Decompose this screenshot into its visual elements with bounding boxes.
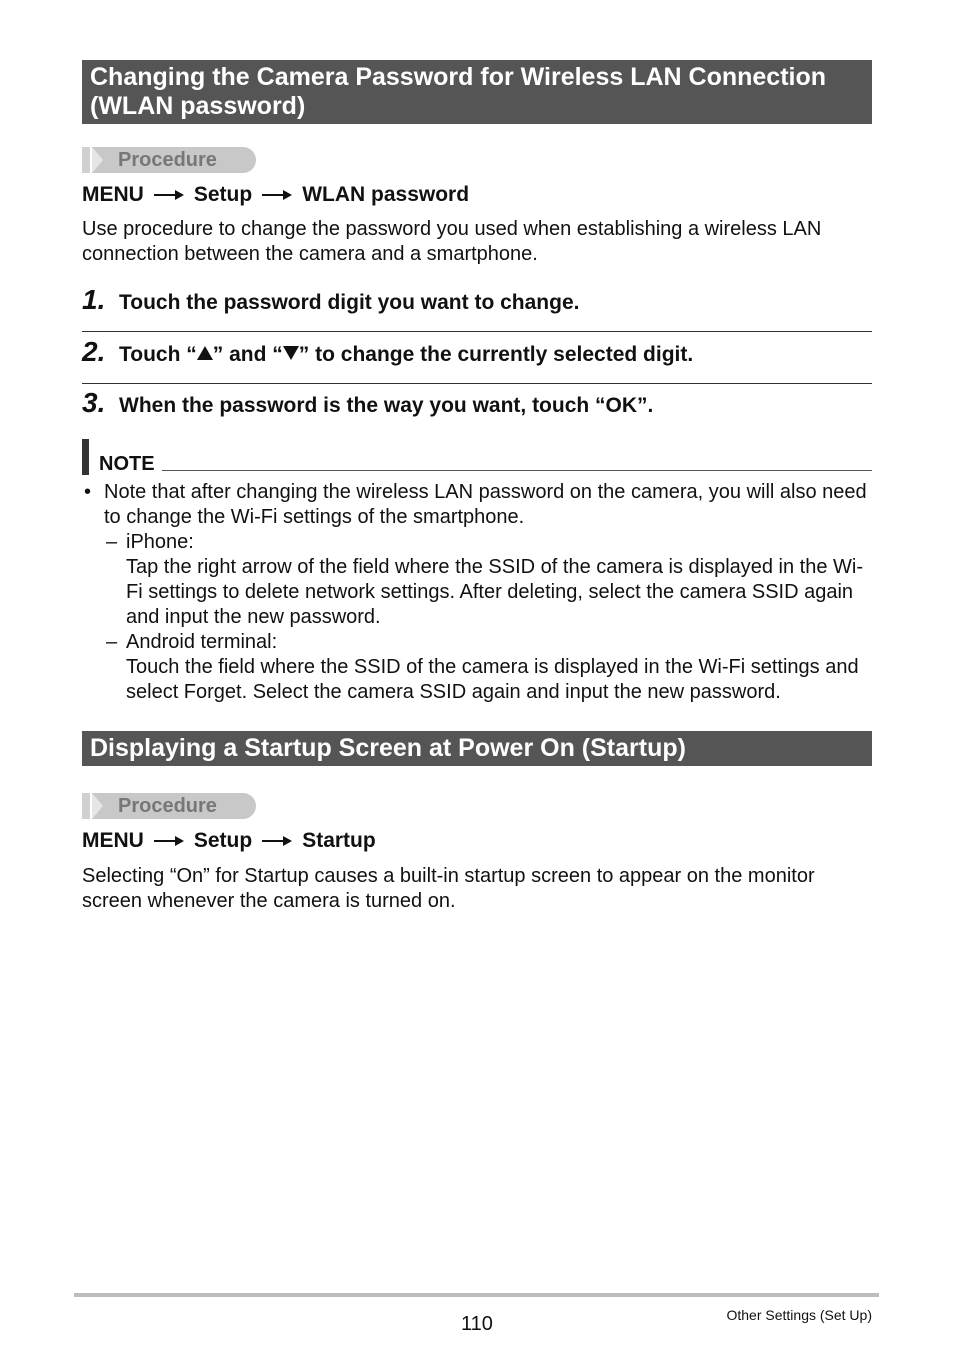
page-number: 110 — [461, 1313, 493, 1335]
bullet-text: Note that after changing the wireless LAN password on the camera, you will also need to change the Wi-Fi settings of the smartphone. — [104, 481, 867, 528]
note-divider — [162, 470, 872, 471]
note-sub-item-iphone — [104, 530, 872, 630]
dash-mark: – — [106, 631, 118, 653]
bullet-mark: • — [84, 481, 92, 503]
procedure-tab-mark — [82, 793, 90, 819]
sub-item-text: Tap the right arrow of the field where the SSID of the camera is displayed in the Wi-Fi settings to delete network settings. After deleting, select the camera SSID again and input the new password. — [126, 556, 864, 628]
menu-path-wlan — [82, 183, 469, 207]
step-2 — [82, 336, 872, 368]
step-1 — [82, 284, 872, 316]
section-title-startup: Displaying a Startup Screen at Power On (Startup) — [82, 731, 872, 766]
startup-paragraph: Selecting “On” for Startup causes a built-in startup screen to appear on the monitor screen whenever the camera is turned on. — [82, 865, 815, 912]
step-divider — [82, 331, 872, 332]
note-body — [82, 480, 872, 705]
section-title-wlan-password — [82, 60, 872, 124]
step-text: When the password is the way you want, touch “OK”. — [119, 394, 654, 417]
step-text-part: ” to change the currently selected digit. — [298, 343, 694, 366]
step-divider — [82, 383, 872, 384]
step-text-part: ” and “ — [212, 343, 283, 366]
intro-paragraph: Use procedure to change the password you used when establishing a wireless LAN connection between the camera and a smartphone. — [82, 218, 822, 265]
step-3 — [82, 387, 872, 419]
sub-item-heading: iPhone: — [126, 531, 194, 553]
note-sub-item-android — [104, 630, 872, 705]
footer-rule — [74, 1293, 879, 1297]
step-number: 3. — [82, 387, 106, 418]
menu-path-item: WLAN password — [302, 183, 470, 206]
step-text — [119, 343, 693, 367]
procedure-tag — [82, 793, 256, 819]
note-bullet — [82, 480, 872, 705]
step-number: 2. — [82, 336, 106, 367]
menu-path-item: Setup — [193, 829, 253, 852]
menu-path-item: Startup — [302, 829, 376, 852]
note-label: NOTE — [99, 453, 155, 475]
menu-path-item: Setup — [193, 183, 253, 206]
section-title-line1: Changing the Camera Password for Wireless LAN Connection — [90, 63, 827, 91]
arrow-right-icon — [262, 835, 292, 847]
step-text: Touch the password digit you want to change. — [119, 291, 580, 314]
down-triangle-icon — [283, 346, 299, 360]
arrow-right-icon — [154, 835, 184, 847]
sub-item-text: Touch the field where the SSID of the camera is displayed in the Wi-Fi settings and select Forget. Select the camera SSID again and input the new password. — [126, 656, 859, 703]
procedure-label: Procedure — [92, 147, 256, 173]
procedure-label: Procedure — [92, 793, 256, 819]
procedure-tab-mark — [82, 147, 90, 173]
menu-path-item: MENU — [82, 829, 144, 852]
arrow-right-icon — [262, 189, 292, 201]
menu-path-startup — [82, 829, 376, 853]
note-bar-mark — [82, 439, 89, 475]
dash-mark: – — [106, 531, 118, 553]
footer-section-name: Other Settings (Set Up) — [726, 1307, 872, 1323]
menu-path-item: MENU — [82, 183, 144, 206]
note-header — [82, 439, 872, 475]
up-triangle-icon — [197, 346, 213, 360]
arrow-right-icon — [154, 189, 184, 201]
step-text-part: Touch “ — [119, 343, 197, 366]
procedure-tag — [82, 147, 256, 173]
bullet-content — [104, 480, 872, 705]
sub-item-heading: Android terminal: — [126, 631, 278, 653]
step-number: 1. — [82, 284, 106, 315]
section-title-line2: (WLAN password) — [90, 92, 306, 120]
